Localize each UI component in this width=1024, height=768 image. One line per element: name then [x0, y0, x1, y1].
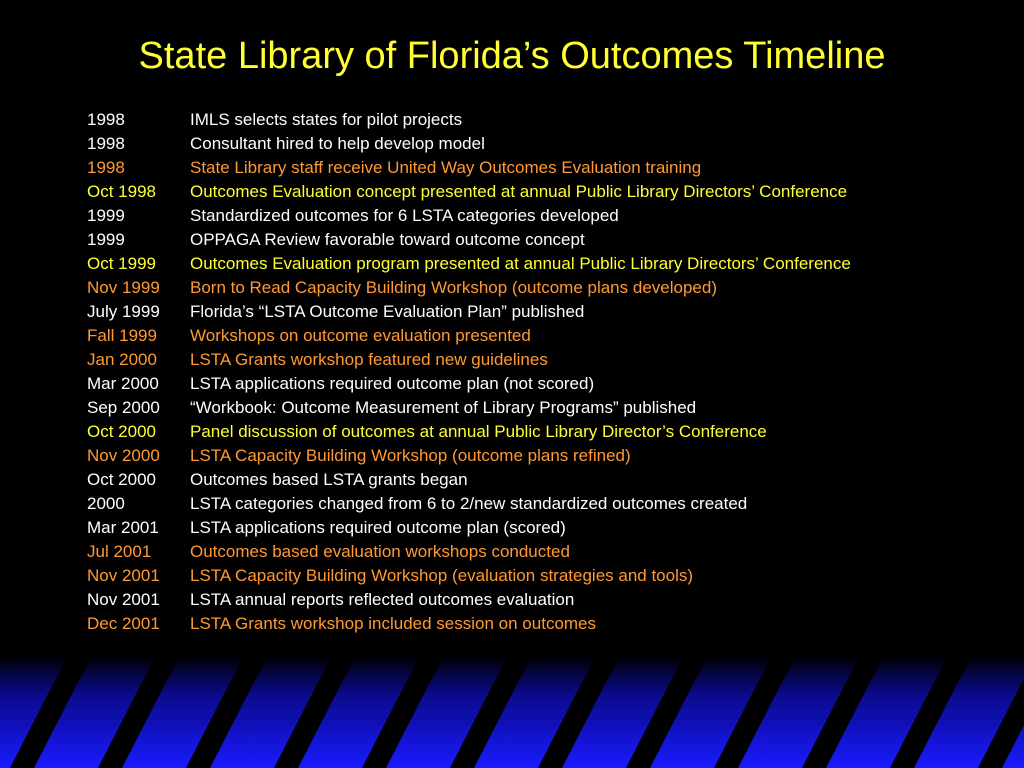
timeline-date: Mar 2001 — [87, 518, 159, 537]
timeline-entry — [87, 612, 1007, 636]
timeline-entry — [87, 444, 1007, 468]
timeline-event: Consultant hired to help develop model — [190, 134, 485, 153]
timeline-event: LSTA Grants workshop included session on outcomes — [190, 614, 597, 633]
timeline-date: July 1999 — [87, 302, 160, 321]
timeline-event: Outcomes Evaluation program presented at annual Public Library Directors’ Conference — [190, 254, 851, 273]
timeline-entry — [87, 564, 1007, 588]
timeline-date: 1998 — [87, 110, 125, 129]
timeline-entry — [87, 204, 1007, 228]
timeline-entry — [87, 156, 1007, 180]
timeline-event: LSTA Capacity Building Workshop (evaluation strategies and tools) — [190, 566, 694, 585]
timeline-event: OPPAGA Review favorable toward outcome concept — [190, 230, 585, 249]
timeline-entry — [87, 324, 1007, 348]
timeline-event: “Workbook: Outcome Measurement of Library Programs” published — [190, 398, 697, 417]
timeline-entry — [87, 228, 1007, 252]
timeline-date: 1999 — [87, 206, 125, 225]
timeline-date: Dec 2001 — [87, 614, 160, 633]
timeline-event: LSTA applications required outcome plan (scored) — [190, 518, 566, 537]
timeline-entry — [87, 372, 1007, 396]
timeline-entry — [87, 252, 1007, 276]
timeline-event: Standardized outcomes for 6 LSTA categories developed — [190, 206, 619, 225]
timeline-date: Nov 2000 — [87, 446, 160, 465]
timeline-event: Outcomes Evaluation concept presented at annual Public Library Directors’ Conference — [190, 182, 848, 201]
timeline-list — [87, 108, 1007, 636]
timeline-date: 2000 — [87, 494, 125, 513]
timeline-date: Nov 1999 — [87, 278, 160, 297]
timeline-date: 1998 — [87, 158, 125, 177]
timeline-entry — [87, 300, 1007, 324]
timeline-event: LSTA Grants workshop featured new guidelines — [190, 350, 548, 369]
timeline-date: Nov 2001 — [87, 566, 160, 585]
timeline-date: Oct 1998 — [87, 182, 156, 201]
timeline-event: LSTA applications required outcome plan (not scored) — [190, 374, 595, 393]
timeline-event: Florida’s “LSTA Outcome Evaluation Plan” published — [190, 302, 585, 321]
timeline-date: Nov 2001 — [87, 590, 160, 609]
timeline-date: Mar 2000 — [87, 374, 159, 393]
timeline-entry — [87, 516, 1007, 540]
timeline-entry — [87, 348, 1007, 372]
timeline-date: 1998 — [87, 134, 125, 153]
timeline-entry — [87, 180, 1007, 204]
slide-title: State Library of Florida’s Outcomes Timeline — [138, 35, 886, 77]
timeline-date: Sep 2000 — [87, 398, 160, 417]
timeline-event: LSTA categories changed from 6 to 2/new standardized outcomes created — [190, 494, 748, 513]
timeline-entry — [87, 396, 1007, 420]
timeline-date: Fall 1999 — [87, 326, 157, 345]
timeline-event: State Library staff receive United Way Outcomes Evaluation training — [190, 158, 702, 177]
timeline-date: Jan 2000 — [87, 350, 157, 369]
timeline-entry — [87, 540, 1007, 564]
timeline-event: Outcomes based LSTA grants began — [190, 470, 468, 489]
timeline-entry — [87, 108, 1007, 132]
timeline-entry — [87, 468, 1007, 492]
timeline-date: Oct 2000 — [87, 422, 156, 441]
timeline-event: Workshops on outcome evaluation presented — [190, 326, 531, 345]
timeline-event: LSTA annual reports reflected outcomes evaluation — [190, 590, 575, 609]
timeline-date: Jul 2001 — [87, 542, 152, 561]
timeline-entry — [87, 420, 1007, 444]
timeline-event: IMLS selects states for pilot projects — [190, 110, 463, 129]
timeline-event: Born to Read Capacity Building Workshop (outcome plans developed) — [190, 278, 717, 297]
timeline-entry — [87, 492, 1007, 516]
timeline-event: Outcomes based evaluation workshops conducted — [190, 542, 570, 561]
timeline-event: LSTA Capacity Building Workshop (outcome plans refined) — [190, 446, 631, 465]
decorative-stripe-band — [0, 655, 1024, 768]
timeline-event: Panel discussion of outcomes at annual Public Library Director’s Conference — [190, 422, 767, 441]
timeline-entry — [87, 132, 1007, 156]
timeline-entry — [87, 276, 1007, 300]
timeline-date: Oct 1999 — [87, 254, 156, 273]
timeline-entry — [87, 588, 1007, 612]
timeline-date: 1999 — [87, 230, 125, 249]
timeline-date: Oct 2000 — [87, 470, 156, 489]
